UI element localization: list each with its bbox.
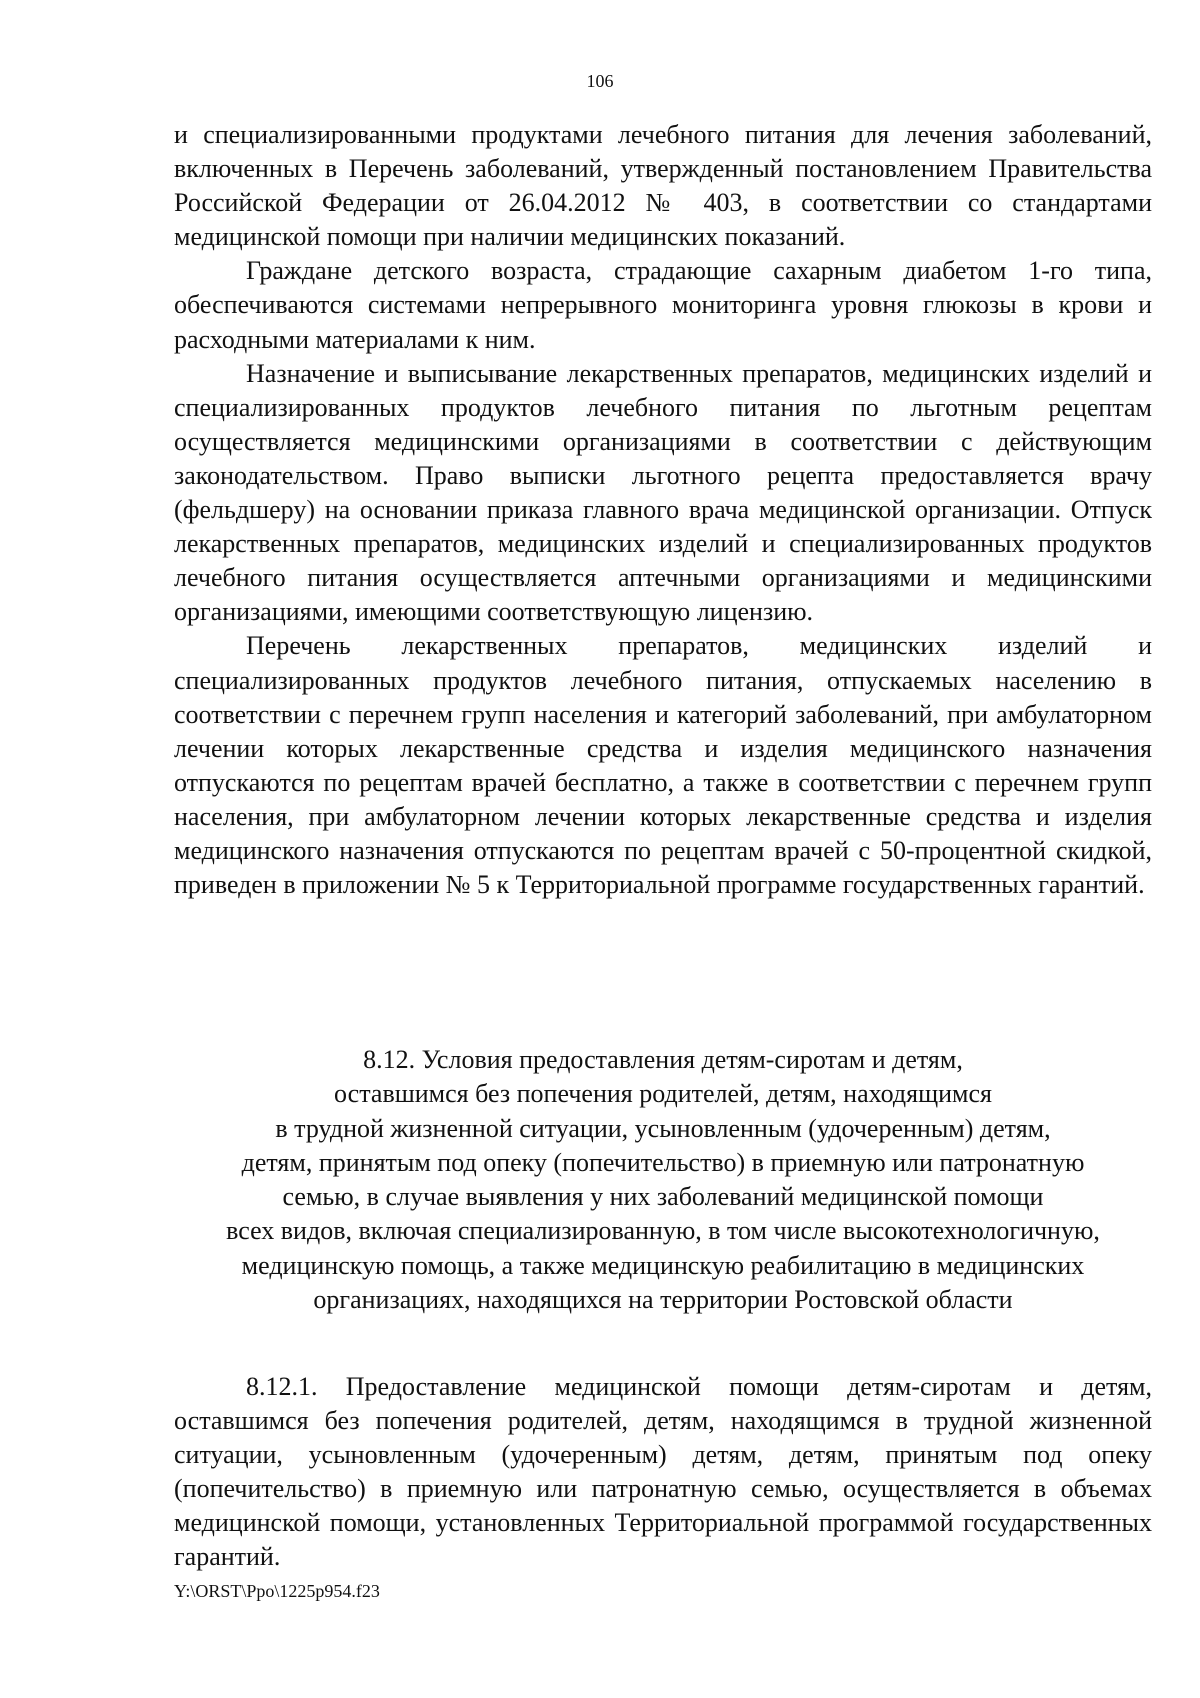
heading-line: семью, в случае выявления у них заболеваний медицинской помощи (282, 1182, 1044, 1212)
heading-line: медицинскую помощь, а также медицинскую реабилитацию в медицинских (241, 1250, 1085, 1280)
paragraph-drug-list: Перечень лекарственных препаратов, медицинских изделий и специализированных продуктов лечебного питания, отпускаемых населению в соответствии с перечнем групп населения и категорий заболеваний, при амбулаторном лечении которых лекарственные средства и изделия медицинского назначения отпускаются по рецептам врачей бесплатно, а также в соответствии с перечнем групп населения, при амбулаторном лечении которых лекарственные средства и изделия медицинского назначения отпускаются по рецептам врачей с 50-процентной скидкой, приведен в приложении № 5 к Территориальной программе государственных гарантий. (174, 631, 1152, 900)
page-number: 106 (586, 71, 614, 91)
paragraph-diabetes-monitoring: Граждане детского возраста, страдающие сахарным диабетом 1-го типа, обеспечиваются системами непрерывного мониторинга уровня глюкозы в крови и расходными материалами к ним. (174, 256, 1152, 354)
heading-line: организациях, находящихся на территории Ростовской области (313, 1285, 1013, 1315)
section-heading-8-12 (174, 1043, 1152, 1317)
paragraph-8-12-1: 8.12.1. Предоставление медицинской помощи детям-сиротам и детям, оставшимся без попечения родителей, детям, находящимся в трудной жизненной ситуации, усыновленным (удочеренным) детям, детям, принятым под опеку (попечительство) в приемную или патронатную семью, осуществляется в объемах медицинской помощи, установленных Территориальной программой государственных гарантий. (174, 1372, 1152, 1572)
heading-line: 8.12. Условия предоставления детям-сиротам и детям, (363, 1045, 963, 1074)
document-body (174, 118, 1152, 902)
heading-line: детям, принятым под опеку (попечительство) в приемную или патронатную (241, 1147, 1085, 1177)
heading-line: всех видов, включая специализированную, в том числе высокотехнологичную, (226, 1216, 1100, 1246)
footer-file-path: Y:\ORST\Ppo\1225p954.f23 (174, 1581, 380, 1601)
heading-line: оставшимся без попечения родителей, детям, находящимся (334, 1079, 992, 1109)
paragraph-prescriptions: Назначение и выписывание лекарственных препаратов, медицинских изделий и специализированных продуктов лечебного питания по льготным рецептам осуществляется медицинскими организациями в соответствии с действующим законодательством. Право выписки льготного рецепта предоставляется врачу (фельдшеру) на основании приказа главного врача медицинской организации. Отпуск лекарственных препаратов, медицинских изделий и специализированных продуктов лечебного питания осуществляется аптечными организациями и медицинскими организациями, имеющими соответствующую лицензию. (174, 358, 1152, 627)
paragraph-continuation: и специализированными продуктами лечебного питания для лечения заболеваний, включенных в Перечень заболеваний, утвержденный постановлением Правительства Российской Федерации от 26.04.2012 № 403, в соответствии со стандартами медицинской помощи при наличии медицинских показаний. (174, 120, 1152, 252)
heading-line: в трудной жизненной ситуации, усыновленным (удочеренным) детям, (275, 1113, 1051, 1143)
subsection-body (174, 1370, 1152, 1575)
